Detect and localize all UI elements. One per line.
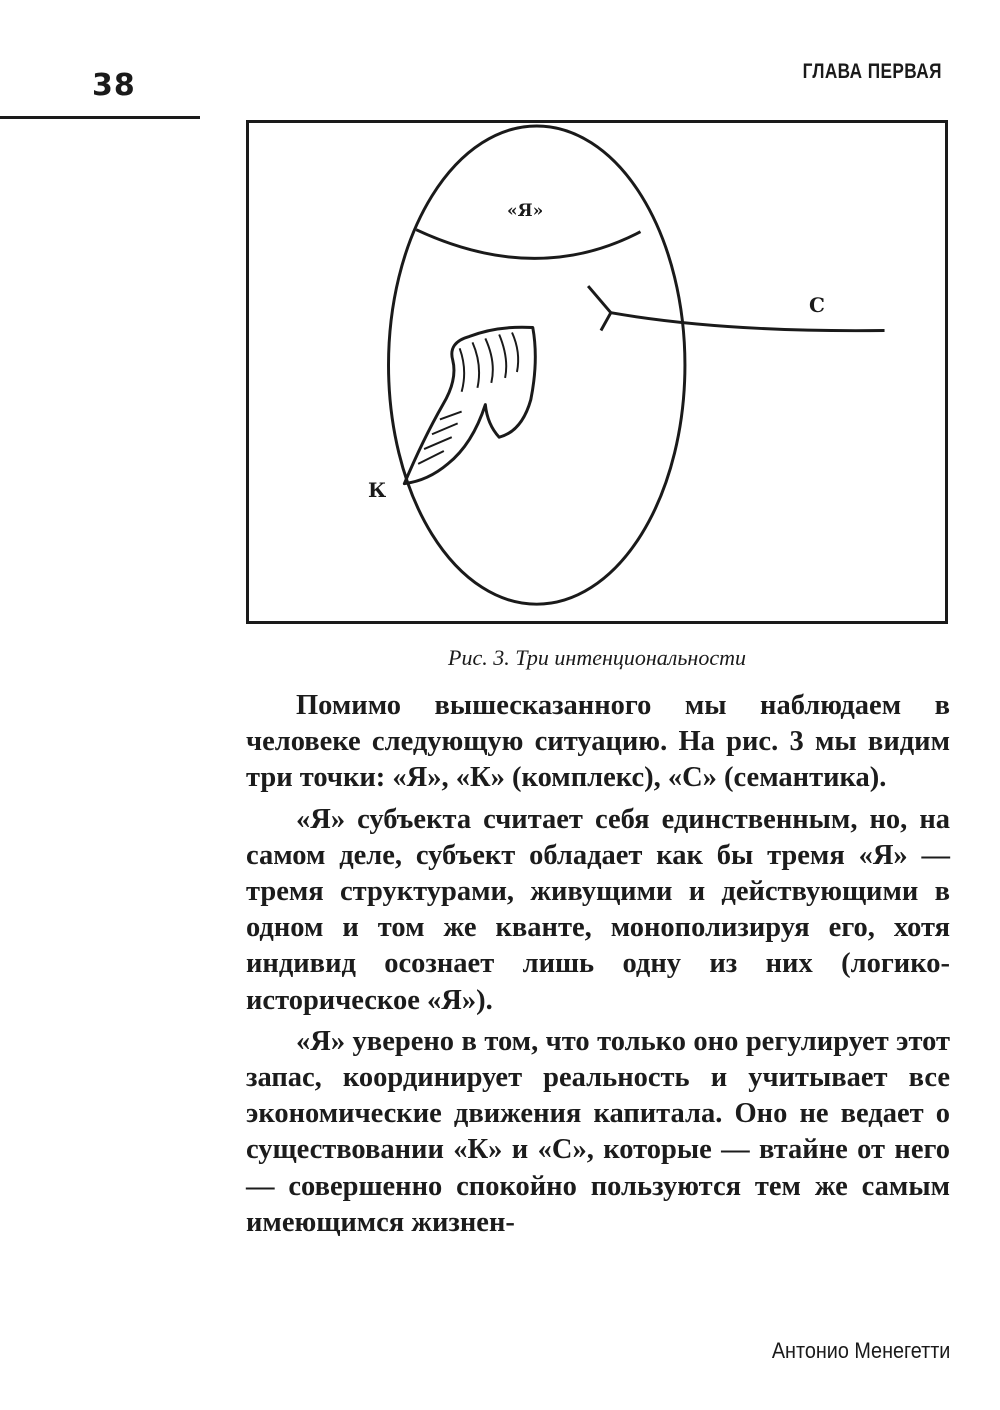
complex-hatching <box>418 332 518 463</box>
semantic-arrow-line <box>611 313 885 331</box>
semantic-arrowhead <box>588 286 611 330</box>
footer-author: Антонио Менегетти <box>771 1338 950 1363</box>
label-k: К <box>368 478 387 502</box>
figure-3 <box>246 120 948 624</box>
page-number: 38 <box>92 68 136 103</box>
label-ya: «Я» <box>507 201 544 221</box>
psyche-ellipse <box>389 126 685 604</box>
figure-caption: Рис. 3. Три интенциональности <box>448 645 746 670</box>
chapter-title: ГЛАВА ПЕРВАЯ <box>802 60 942 83</box>
body-text <box>246 688 950 1246</box>
paragraph-2: «Я» субъекта считает себя единственным, но, на самом деле, субъект обладает как бы тремя «Я» — тремя структурами, живущими и действующими в одном и том же кванте, монополизируя его, хотя индивид осознает лишь одну из них (логико-историческое «Я»). <box>246 803 950 1016</box>
ya-boundary-curve <box>416 230 640 259</box>
label-s: С <box>809 293 825 317</box>
header-rule <box>0 116 200 119</box>
paragraph-3: «Я» уверено в том, что только оно регулирует этот запас, координирует реальность и учитывает все экономические движения капитала. Оно не ведает о существовании «К» и «С», которые — втайне от него — совершенно спокойно пользуются тем же самым имеющимся жизнен- <box>246 1025 950 1238</box>
three-intentionalities-diagram <box>249 123 945 621</box>
paragraph-1: Помимо вышесказанного мы наблюдаем в человеке следующую ситуацию. На рис. 3 мы видим три точки: «Я», «К» (комплекс), «С» (семантика). <box>246 690 950 794</box>
